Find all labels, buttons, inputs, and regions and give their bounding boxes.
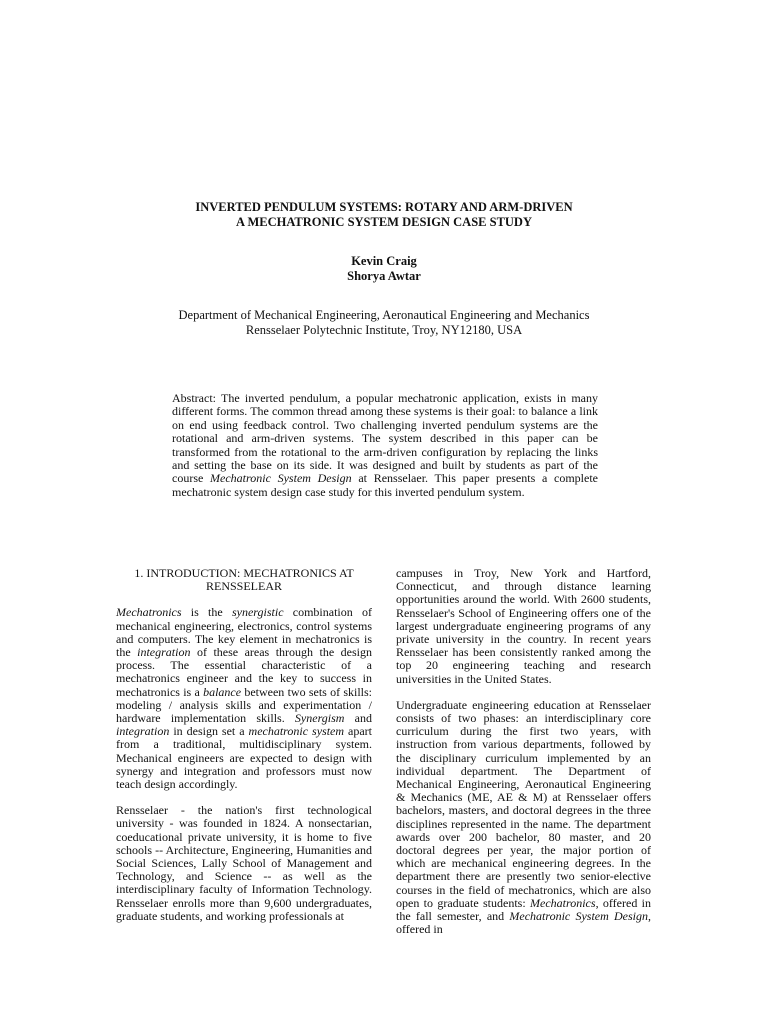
paragraph (116, 606, 372, 791)
italic-term: Mechatronics (116, 605, 182, 620)
abstract-course-name: Mechatronic System Design (210, 471, 352, 486)
text-run: is the (181, 605, 232, 620)
affiliation-line-2: Rensselaer Polytechnic Institute, Troy, NY12180, USA (245, 323, 523, 337)
italic-term: integration (137, 645, 191, 660)
text-run: between two sets of skills: modeling / analysis skills and experimentation / hardware implementation skills. (116, 684, 372, 726)
abstract (172, 392, 598, 499)
section-heading: 1. INTRODUCTION: MECHATRONICS AT RENSSELEAR (134, 566, 354, 594)
right-column (396, 567, 651, 949)
paragraph (396, 699, 651, 937)
text-run: combination of mechanical engineering, electronics, control systems and computers. The key element in mechatronics is the (116, 605, 372, 660)
italic-term: mechatronic system (248, 724, 345, 739)
paper-title (0, 200, 768, 230)
italic-term: balance (203, 684, 242, 699)
text-run: , offered in (396, 909, 652, 937)
abstract-text: at Rensselaer. This paper presents a complete mechatronic system design case study for this inverted pendulum system. (172, 471, 598, 499)
text-run: apart from a traditional, multidisciplinary system. Mechanical engineers are expected to design with synergy and integration and professors must now teach design accordingly. (116, 724, 373, 792)
italic-term: Mechatronic System Design (509, 909, 649, 924)
abstract-text: Abstract: The inverted pendulum, a popular mechatronic application, exists in many different forms. The common thread among these systems is their goal: to balance a link on end using feedback control. Two challenging inverted pendulum systems are the rotational and arm-driven systems. The system described in this paper can be transformed from the rotational to the arm-driven configuration by replacing the links and setting the base on its side. It was designed and built by students as part of the course (172, 391, 598, 486)
author-block (0, 254, 768, 284)
italic-term: Mechatronics (530, 895, 596, 910)
text-run: of these areas through the design process. The essential characteristic of a mechatronics engineer and the key to success in mechatronics is a (116, 645, 372, 699)
left-column (116, 567, 372, 936)
text-run: Undergraduate engineering education at Rensselaer consists of two phases: an interdisciplinary core curriculum during the first two years, with instruction from various departments, followed by the disciplinary curriculum implemented by an individual department. The Department of Mechanical Engineering, Aeronautical Engineering & Mechanics (ME, AE & M) at Rensselaer offers bachelors, masters, and doctoral degrees in the three disciplines represented in the name. The department awards over 200 bachelor, 80 master, and 20 doctoral degrees per year, the major portion of which are mechanical engineering degrees. In the department there are presently two senior-elective courses in the field of mechatronics, which are also open to graduate students: (396, 697, 651, 910)
affiliation-block (0, 308, 768, 338)
italic-term: Synergism (294, 711, 345, 726)
text-run: , offered in the fall semester, and (396, 895, 652, 924)
text-run: in design set a (169, 724, 249, 739)
italic-term: synergistic (231, 605, 284, 620)
title-line-2: A MECHATRONIC SYSTEM DESIGN CASE STUDY (235, 215, 532, 229)
author-name: Shorya Awtar (347, 269, 421, 283)
author-name: Kevin Craig (351, 254, 417, 268)
paragraph: Rensselaer - the nation's first technological university - was founded in 1824. A nonsectarian, coeducational private university, it is home to five schools -- Architecture, Engineering, Humanities and Social Sciences, Lally School of Management and Technology, and Science -- as well as the interdisciplinary faculty of Information Technology. Rensselaer enrolls more than 9,600 undergraduates, graduate students, and working professionals at (116, 803, 372, 923)
text-run: and (344, 711, 373, 726)
affiliation-line-1: Department of Mechanical Engineering, Aeronautical Engineering and Mechanics (178, 308, 590, 322)
title-line-1: INVERTED PENDULUM SYSTEMS: ROTARY AND ARM-DRIVEN (195, 200, 573, 214)
paragraph: campuses in Troy, New York and Hartford, Connecticut, and through distance learning opportunities around the world. With 2600 students, Rensselaer's School of Engineering offers one of the largest undergraduate engineering programs of any private university in the country. In recent years Rensselaer has been consistently ranked among the top 20 engineering teaching and research universities in the United States. (396, 566, 651, 686)
italic-term: integration (116, 724, 170, 739)
